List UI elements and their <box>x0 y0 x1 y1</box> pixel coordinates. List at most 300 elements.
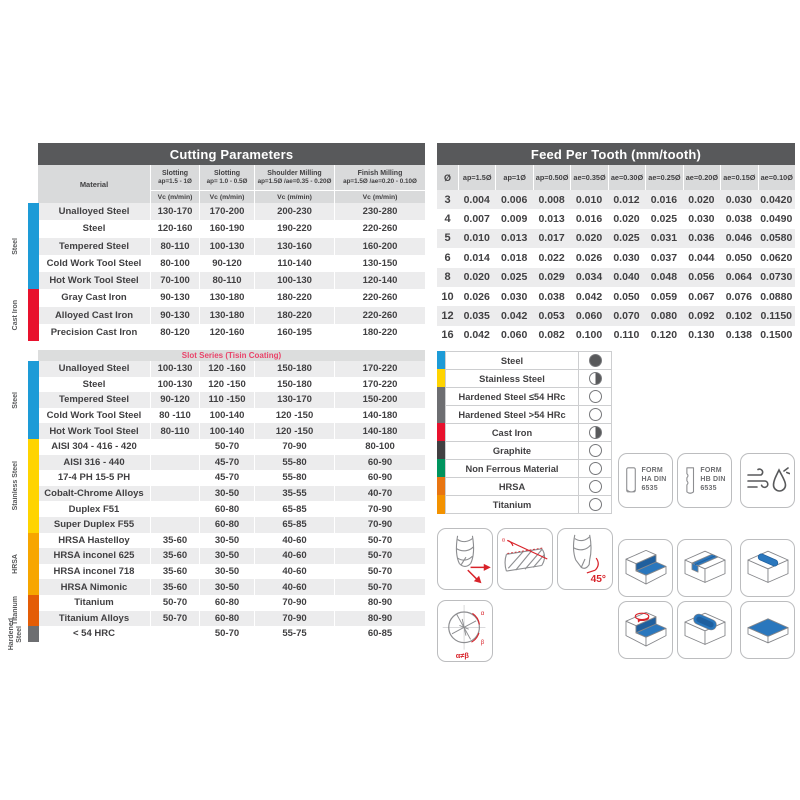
slot-series-row <box>38 579 425 595</box>
suitability-cell <box>579 351 612 370</box>
feed-column-header: ap=1.5Ø <box>458 165 495 190</box>
diameter-cell: 4 <box>444 213 451 226</box>
vc-value-cell: 180-220 <box>254 289 334 306</box>
vc-value-cell: 80-120 <box>150 324 199 341</box>
vc-value-cell: 50-70 <box>199 626 254 642</box>
section-beta-label: β <box>480 640 485 646</box>
vc-value-cell: 170-200 <box>199 203 254 220</box>
suitability-empty-circle-icon <box>589 480 602 493</box>
vc-unit-label: Vc (m/min) <box>199 190 254 203</box>
vc-value-cell <box>150 517 199 533</box>
pocket-milling-tile <box>677 601 732 659</box>
legend-material-label: HRSA <box>445 477 579 496</box>
vc-value-cell: 60-80 <box>199 611 254 627</box>
feed-per-tooth-row <box>437 190 795 209</box>
feed-value-cell: 0.102 <box>725 310 752 323</box>
vc-value-cell: 140-180 <box>334 408 425 424</box>
feed-value-cell: 0.004 <box>463 193 490 206</box>
material-cell: Cobalt-Chrome Alloys <box>44 488 144 500</box>
material-cell: Duplex F51 <box>68 503 120 515</box>
feed-value-cell: 0.016 <box>575 213 603 226</box>
vc-value-cell: 80-90 <box>334 611 425 627</box>
feed-value-cell: 0.064 <box>725 271 752 284</box>
vc-value-cell: 100-130 <box>150 377 199 393</box>
feed-value-cell: 0.025 <box>613 232 640 245</box>
vertical-label-text: Cast Iron <box>11 299 19 331</box>
vc-value-cell: 30-50 <box>199 533 254 549</box>
vc-value-cell: 180-220 <box>254 307 334 324</box>
feed-value-cell: 0.060 <box>501 329 528 342</box>
material-cell: Super Duplex F55 <box>53 519 135 531</box>
vc-value-cell: 35-60 <box>150 548 199 564</box>
vc-value-cell: 180-220 <box>334 324 425 341</box>
vc-value-cell: 220-260 <box>334 289 425 306</box>
cutting-parameters-row <box>38 324 425 341</box>
legend-row <box>437 351 612 370</box>
slot-series-rows <box>38 361 425 642</box>
slot-material-group-bar <box>28 439 39 533</box>
feed-per-tooth-row <box>437 306 795 325</box>
vc-value-cell: 90-120 <box>199 255 254 272</box>
diameter-cell: 6 <box>444 251 451 264</box>
form-ha-label: FORM HA DIN 6535 <box>641 467 667 492</box>
feed-value-cell: 0.020 <box>613 213 640 226</box>
vc-value-cell: 100-140 <box>199 408 254 424</box>
shank-ha-icon <box>624 462 638 500</box>
cutting-parameters-row <box>38 255 425 272</box>
slot-material-group-label <box>4 361 26 439</box>
feed-column-header: ae=0.35Ø <box>570 165 607 190</box>
vc-value-cell <box>150 470 199 486</box>
feed-value-cell: 0.120 <box>650 329 678 342</box>
feed-column-header: ae=0.20Ø <box>683 165 720 190</box>
slot-series-table <box>38 350 425 642</box>
feed-value-cell: 0.037 <box>650 251 678 264</box>
vc-value-cell: 120 -150 <box>254 408 334 424</box>
material-color-chip <box>437 387 445 406</box>
slot-series-row <box>38 470 425 486</box>
suitability-empty-circle-icon <box>589 498 602 511</box>
feed-value-cell: 0.031 <box>650 232 678 245</box>
feed-value-cell: 0.046 <box>725 232 752 245</box>
diameter-cell: 10 <box>441 290 454 303</box>
vc-value-cell: 110 -150 <box>199 392 254 408</box>
feed-value-cell: 0.010 <box>463 232 490 245</box>
slot-series-row <box>38 611 425 627</box>
vc-value-cell: 120-160 <box>199 324 254 341</box>
material-group-bar <box>28 203 39 289</box>
material-group-bar <box>28 289 39 341</box>
closed-slot-milling-tile <box>740 539 795 597</box>
vc-value-cell: 190-220 <box>254 220 334 237</box>
vc-value-cell: 40-60 <box>254 564 334 580</box>
vc-value-cell: 90-130 <box>150 307 199 324</box>
vc-value-cell: 40-70 <box>334 486 425 502</box>
endmill-tip-icon <box>439 530 491 588</box>
feed-value-cell: 0.010 <box>575 193 603 206</box>
feed-value-cell: 0.026 <box>463 290 490 303</box>
material-cell: 17-4 PH 15-5 PH <box>57 472 131 484</box>
feed-value-cell: 0.008 <box>538 193 565 206</box>
feed-value-cell: 0.048 <box>650 271 678 284</box>
vc-value-cell <box>150 501 199 517</box>
vc-value-cell: 50-70 <box>334 533 425 549</box>
vc-value-cell: 70-90 <box>254 595 334 611</box>
legend-row <box>437 423 612 442</box>
diameter-cell: 12 <box>441 310 454 323</box>
feed-per-tooth-rows <box>437 190 795 345</box>
vc-value-cell: 45-70 <box>199 455 254 471</box>
feed-value-cell: 0.040 <box>613 271 640 284</box>
form-ha-din-6535-tile <box>618 453 673 508</box>
vc-value-cell: 55-80 <box>254 455 334 471</box>
pocket-milling-icon <box>681 607 729 653</box>
vc-value-cell: 110-140 <box>254 255 334 272</box>
endmill-tip-tile <box>437 528 493 590</box>
feed-value-cell: 0.110 <box>613 329 640 342</box>
vc-value-cell: 220-260 <box>334 220 425 237</box>
material-color-chip <box>437 477 445 496</box>
slot-series-row <box>38 517 425 533</box>
vc-unit-label: Vc (m/min) <box>334 190 425 203</box>
slot-material-group-bar <box>28 533 39 595</box>
vc-value-cell: 100-130 <box>199 238 254 255</box>
vc-value-cell: 60-90 <box>334 470 425 486</box>
feed-value-cell: 0.017 <box>538 232 565 245</box>
endmill-helix-icon <box>499 530 551 588</box>
vc-value-cell: 150-180 <box>254 361 334 377</box>
vc-value-cell: 80-110 <box>150 423 199 439</box>
diameter-cell: 5 <box>444 232 451 245</box>
air-coolant-tile <box>740 453 795 508</box>
vc-value-cell: 40-60 <box>254 548 334 564</box>
vc-value-cell: 160-190 <box>199 220 254 237</box>
slot-series-title: Slot Series (Tisin Coating) <box>38 350 425 361</box>
vc-value-cell: 130-150 <box>334 255 425 272</box>
suitability-cell <box>579 387 612 406</box>
legend-row <box>437 459 612 478</box>
diameter-column-header: Ø <box>437 165 458 190</box>
suitability-cell <box>579 441 612 460</box>
vc-value-cell: 120 -150 <box>254 423 334 439</box>
vc-value-cell: 70-90 <box>254 611 334 627</box>
cutting-parameters-table <box>38 143 425 341</box>
vc-value-cell: 50-70 <box>199 439 254 455</box>
vc-value-cell: 40-60 <box>254 533 334 549</box>
feed-value-cell: 0.042 <box>575 290 603 303</box>
feed-value-cell: 0.050 <box>613 290 640 303</box>
shoulder-milling-icon <box>622 545 670 591</box>
legend-material-label: Stainless Steel <box>445 369 579 388</box>
material-group-label <box>4 203 26 289</box>
vc-value-cell <box>150 439 199 455</box>
vc-value-cell: 30-50 <box>199 486 254 502</box>
feed-value-cell: 0.018 <box>501 251 528 264</box>
feed-value-cell: 0.014 <box>463 251 490 264</box>
material-cell: Gray Cast Iron <box>61 292 127 304</box>
feed-value-cell: 0.080 <box>650 310 678 323</box>
cutting-parameters-row <box>38 272 425 289</box>
feed-per-tooth-title: Feed Per Tooth (mm/tooth) <box>437 143 795 165</box>
vc-value-cell: 60-90 <box>334 455 425 471</box>
feed-column-header: ae=0.15Ø <box>720 165 757 190</box>
slot-series-row <box>38 595 425 611</box>
vc-value-cell: 140-180 <box>334 423 425 439</box>
slot-series-row <box>38 392 425 408</box>
legend-row <box>437 477 612 496</box>
slot-material-group-label <box>4 617 26 651</box>
vc-value-cell: 80 -110 <box>150 408 199 424</box>
vc-value-cell: 160-195 <box>254 324 334 341</box>
endmill-chamfer-icon <box>559 530 611 588</box>
feed-per-tooth-table <box>437 143 795 345</box>
feed-value-cell: 0.053 <box>538 310 565 323</box>
slot-material-group-bar <box>28 595 39 626</box>
column-header-slotting-1: Slotting ap=1.5 - 1Ø <box>150 165 199 190</box>
vc-value-cell: 200-230 <box>254 203 334 220</box>
material-color-chip <box>437 495 445 514</box>
column-header-finish-milling: Finish Milling ap=1.5Ø /ae=0.20 - 0.10Ø <box>334 165 425 190</box>
vc-value-cell: 60-80 <box>199 517 254 533</box>
shoulder-milling-tile <box>618 539 673 597</box>
material-cell: Tempered Steel <box>58 394 130 406</box>
vc-value-cell <box>150 455 199 471</box>
vc-unit-label: Vc (m/min) <box>150 190 199 203</box>
vc-value-cell: 130-180 <box>199 307 254 324</box>
feed-value-cell: 0.1500 <box>760 329 793 342</box>
vertical-label-text: Titanium <box>11 596 19 626</box>
feed-value-cell: 0.050 <box>725 251 752 264</box>
feed-value-cell: 0.056 <box>688 271 715 284</box>
feed-column-header: ap=1Ø <box>495 165 532 190</box>
legend-row <box>437 441 612 460</box>
feed-value-cell: 0.020 <box>688 193 715 206</box>
suitability-cell <box>579 405 612 424</box>
slot-series-row <box>38 423 425 439</box>
feed-value-cell: 0.020 <box>463 271 490 284</box>
endmill-section-tile <box>437 600 493 662</box>
cutting-parameters-title: Cutting Parameters <box>38 143 425 165</box>
feed-value-cell: 0.0580 <box>760 232 793 245</box>
feed-value-cell: 0.1150 <box>760 310 793 323</box>
vc-value-cell: 80-100 <box>150 255 199 272</box>
form-hb-din-6535-tile <box>677 453 732 508</box>
vc-value-cell <box>150 626 199 642</box>
slot-series-row <box>38 377 425 393</box>
slot-material-group-label <box>4 533 26 595</box>
vc-value-cell: 130-170 <box>150 203 199 220</box>
shank-hb-icon <box>683 462 697 500</box>
slot-series-row <box>38 626 425 642</box>
feed-value-cell: 0.038 <box>725 213 752 226</box>
vc-value-cell: 160-200 <box>334 238 425 255</box>
diameter-cell: 16 <box>441 329 454 342</box>
feed-value-cell: 0.0420 <box>760 193 793 206</box>
section-alpha-label: α <box>480 611 485 618</box>
slot-milling-icon <box>681 545 729 591</box>
vertical-label-text: HRSA <box>11 553 19 574</box>
material-cell: HRSA Hastelloy <box>58 534 130 546</box>
vc-value-cell: 130-160 <box>254 238 334 255</box>
helical-ramping-icon <box>622 607 670 653</box>
material-cell: Unalloyed Steel <box>58 206 130 218</box>
slot-material-group-bar <box>28 361 39 439</box>
material-column-header: Material <box>38 165 150 203</box>
endmill-section-icon <box>439 602 491 660</box>
suitability-empty-circle-icon <box>589 444 602 457</box>
vc-value-cell: 80-100 <box>334 439 425 455</box>
suitability-empty-circle-icon <box>589 408 602 421</box>
endmill-chamfer-tile <box>557 528 613 590</box>
suitability-empty-circle-icon <box>589 390 602 403</box>
vc-value-cell: 65-85 <box>254 501 334 517</box>
slot-series-row <box>38 439 425 455</box>
feed-value-cell: 0.0730 <box>760 271 793 284</box>
feed-value-cell: 0.030 <box>725 193 752 206</box>
material-cell: Steel <box>82 223 106 235</box>
slot-series-row <box>38 548 425 564</box>
feed-value-cell: 0.035 <box>463 310 490 323</box>
feed-value-cell: 0.0620 <box>760 251 793 264</box>
feed-value-cell: 0.026 <box>575 251 603 264</box>
vc-value-cell: 50-70 <box>334 564 425 580</box>
feed-per-tooth-row <box>437 209 795 228</box>
feed-value-cell: 0.076 <box>725 290 752 303</box>
legend-material-label: Hardened Steel >54 HRc <box>445 405 579 424</box>
vc-value-cell: 65-85 <box>254 517 334 533</box>
feed-value-cell: 0.044 <box>688 251 715 264</box>
closed-slot-milling-icon <box>744 545 792 591</box>
cutting-parameters-row <box>38 220 425 237</box>
legend-material-label: Titanium <box>445 495 579 514</box>
material-cell: HRSA inconel 625 <box>53 550 135 562</box>
feed-value-cell: 0.038 <box>538 290 565 303</box>
feed-value-cell: 0.016 <box>650 193 678 206</box>
feed-value-cell: 0.009 <box>501 213 528 226</box>
vc-value-cell: 100-140 <box>199 423 254 439</box>
legend-material-label: Graphite <box>445 441 579 460</box>
feed-value-cell: 0.034 <box>575 271 603 284</box>
feed-value-cell: 0.0490 <box>760 213 793 226</box>
feed-column-header: ae=0.25Ø <box>645 165 682 190</box>
vc-value-cell: 80-110 <box>150 238 199 255</box>
cutting-parameters-row <box>38 307 425 324</box>
material-color-chip <box>437 459 445 478</box>
vc-value-cell: 220-260 <box>334 307 425 324</box>
material-cell: Steel <box>82 378 106 390</box>
face-milling-icon <box>744 607 792 653</box>
material-color-chip <box>437 423 445 442</box>
suitability-empty-circle-icon <box>589 462 602 475</box>
suitability-full-circle-icon <box>589 354 602 367</box>
vc-value-cell <box>150 486 199 502</box>
vc-value-cell: 120 -150 <box>199 377 254 393</box>
legend-material-label: Non Ferrous Material <box>445 459 579 478</box>
material-cell: HRSA Nimonic <box>60 581 128 593</box>
vertical-label-text: Steel <box>11 391 19 409</box>
cutting-parameters-header <box>38 165 425 203</box>
feed-per-tooth-row <box>437 248 795 267</box>
vc-value-cell: 60-80 <box>199 595 254 611</box>
material-cell: Hot Work Tool Steel <box>49 275 139 287</box>
feed-value-cell: 0.022 <box>538 251 565 264</box>
slot-series-row <box>38 455 425 471</box>
vc-value-cell: 55-80 <box>254 470 334 486</box>
vc-value-cell: 45-70 <box>199 470 254 486</box>
material-color-chip <box>437 441 445 460</box>
cutting-parameters-rows <box>38 203 425 341</box>
feed-value-cell: 0.030 <box>501 290 528 303</box>
vc-value-cell: 130-180 <box>199 289 254 306</box>
material-color-chip <box>437 405 445 424</box>
suitability-cell <box>579 459 612 478</box>
diameter-cell: 8 <box>444 271 451 284</box>
column-header-slotting-2: Slotting ap= 1.0 - 0.5Ø <box>199 165 254 190</box>
vertical-label-text: Steel <box>15 625 23 643</box>
suitability-half-circle-icon <box>589 372 602 385</box>
vc-value-cell: 170-220 <box>334 361 425 377</box>
feed-value-cell: 0.025 <box>650 213 678 226</box>
feed-value-cell: 0.012 <box>613 193 640 206</box>
vc-value-cell: 35-60 <box>150 579 199 595</box>
slot-material-group-bar <box>28 626 39 642</box>
material-cell: Unalloyed Steel <box>58 363 130 375</box>
feed-per-tooth-row <box>437 229 795 248</box>
vc-value-cell: 70-100 <box>150 272 199 289</box>
feed-value-cell: 0.082 <box>538 329 565 342</box>
feed-value-cell: 0.092 <box>688 310 715 323</box>
feed-value-cell: 0.013 <box>538 213 565 226</box>
suitability-half-circle-icon <box>589 426 602 439</box>
feed-value-cell: 0.030 <box>688 213 715 226</box>
feed-value-cell: 0.138 <box>725 329 752 342</box>
vc-value-cell: 60-85 <box>334 626 425 642</box>
feed-value-cell: 0.036 <box>688 232 715 245</box>
vc-value-cell: 100-130 <box>254 272 334 289</box>
material-cell: Tempered Steel <box>58 240 130 252</box>
chamfer-angle-label: 45° <box>590 574 607 586</box>
vc-value-cell: 50-70 <box>150 595 199 611</box>
vc-value-cell: 40-60 <box>254 579 334 595</box>
feed-value-cell: 0.007 <box>463 213 490 226</box>
vc-value-cell: 80-90 <box>334 595 425 611</box>
legend-row <box>437 495 612 514</box>
material-group-label <box>4 289 26 341</box>
feed-value-cell: 0.060 <box>575 310 603 323</box>
feed-value-cell: 0.059 <box>650 290 678 303</box>
vc-value-cell: 70-90 <box>254 439 334 455</box>
vc-value-cell: 170-220 <box>334 377 425 393</box>
vc-value-cell: 50-70 <box>334 579 425 595</box>
vc-value-cell: 120 -160 <box>199 361 254 377</box>
suitability-cell <box>579 369 612 388</box>
legend-row <box>437 387 612 406</box>
feed-value-cell: 0.070 <box>613 310 640 323</box>
vc-value-cell: 80-110 <box>199 272 254 289</box>
material-cell: Titanium Alloys <box>58 612 130 624</box>
helical-ramping-tile <box>618 601 673 659</box>
vc-value-cell: 30-50 <box>199 579 254 595</box>
vc-value-cell: 150-200 <box>334 392 425 408</box>
feed-column-header: ap=0.50Ø <box>533 165 570 190</box>
slot-series-row <box>38 501 425 517</box>
vc-value-cell: 130-170 <box>254 392 334 408</box>
vc-value-cell: 120-140 <box>334 272 425 289</box>
legend-material-label: Hardened Steel ≤54 HRc <box>445 387 579 406</box>
vc-value-cell: 30-50 <box>199 564 254 580</box>
slot-series-row <box>38 564 425 580</box>
form-hb-label: FORM HB DIN 6535 <box>700 467 726 492</box>
